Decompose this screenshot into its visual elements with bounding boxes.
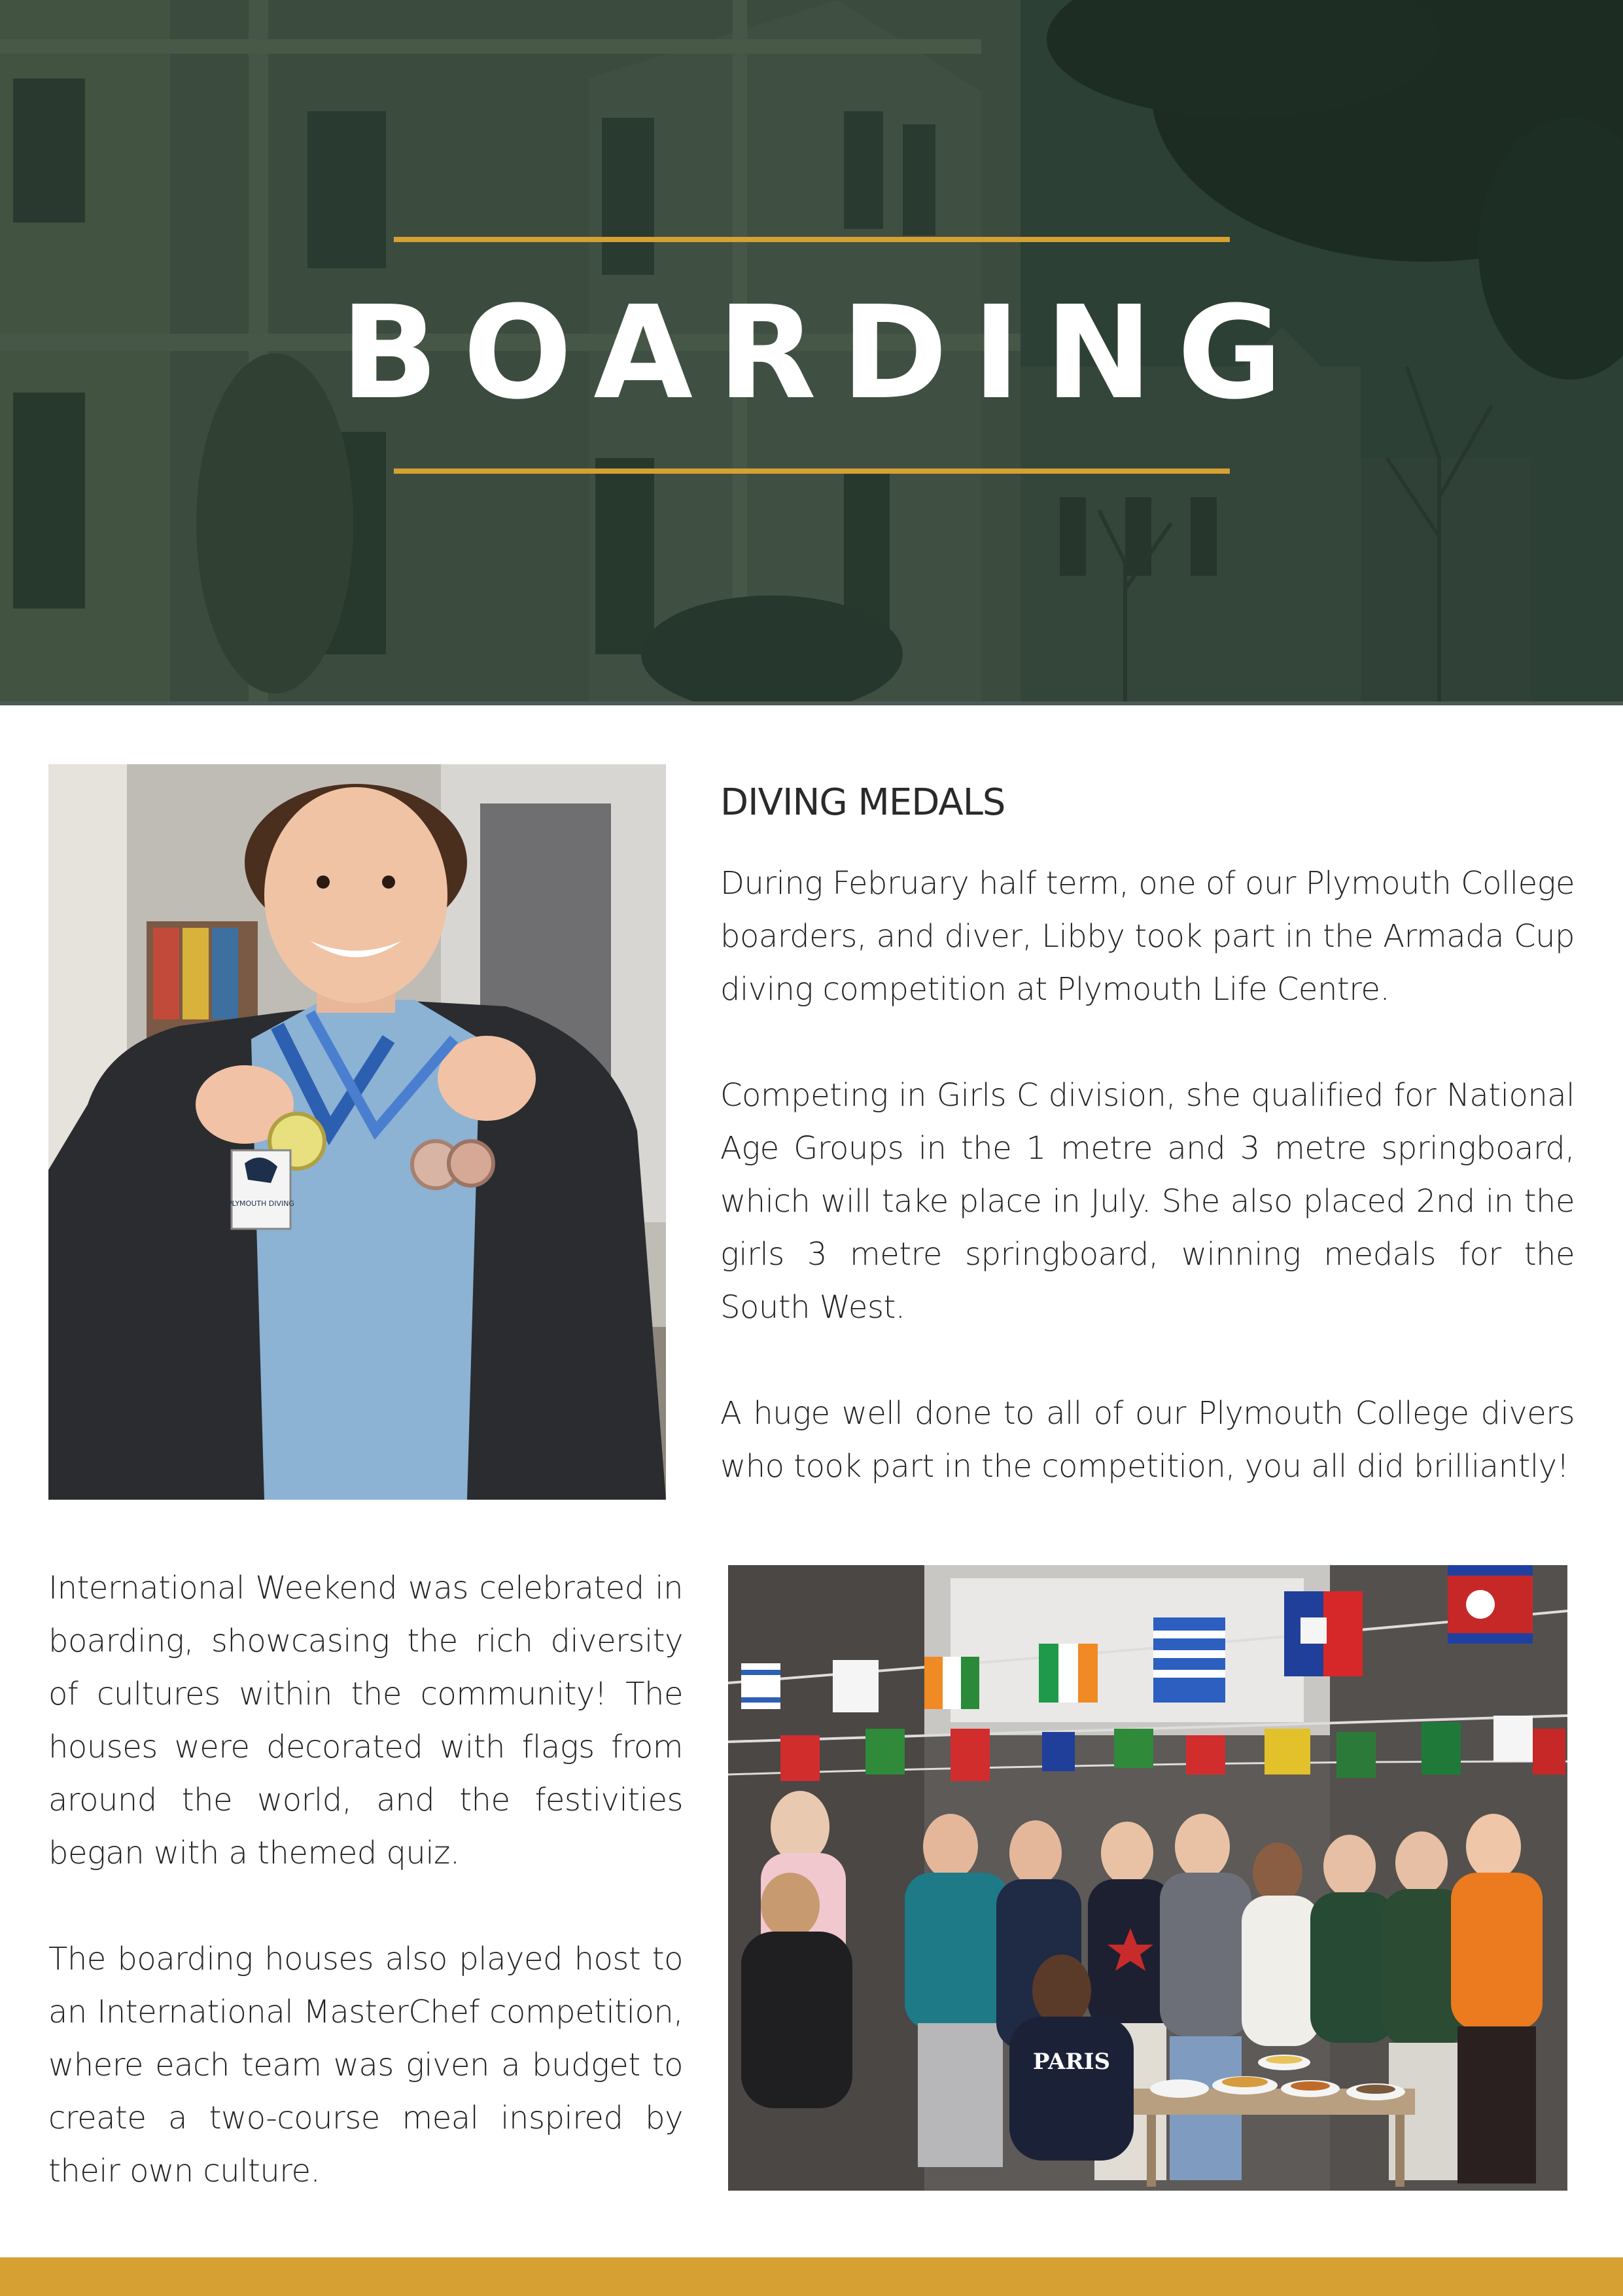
diving-article — [720, 857, 1575, 1493]
hero-top-rule — [394, 237, 1230, 242]
diver-with-medals-photo — [48, 764, 666, 1500]
page-title: BOARDING — [340, 279, 1308, 428]
hero-bottom-rule — [394, 468, 1230, 474]
diving-paragraph: During February half term, one of our Plymouth College boarders, and diver, Libby took part in the Armada Cup diving competition at Plymouth Life Centre. — [720, 865, 1575, 1008]
lanyard-badge-text: PLYMOUTH DIVING — [228, 1199, 294, 1208]
diving-paragraph: Competing in Girls C division, she qualified for National Age Groups in the 1 metre and 3 metre springboard, which will take place in July. She also placed 2nd in the girls 3 metre springboard, winning medals for the South West. — [720, 1077, 1575, 1326]
international-paragraph: International Weekend was celebrated in boarding, showcasing the rich diversity of cultures within the community! The houses were decorated with flags from around the world, and the festivities began with a themed quiz. — [48, 1570, 683, 1871]
footer-accent-band — [0, 2257, 1623, 2296]
diving-paragraph: A huge well done to all of our Plymouth College divers who took part in the competition, you all did brilliantly! — [720, 1395, 1575, 1485]
international-paragraph: The boarding houses also played host to an International MasterChef competition, where each team was given a budget to create a two-course meal inspired by their own culture. — [48, 1941, 683, 2189]
hero-divider — [0, 701, 1623, 705]
hoodie-text: PARIS — [1032, 2049, 1111, 2075]
international-article — [48, 1562, 683, 2198]
diving-heading: DIVING MEDALS — [720, 781, 1005, 824]
international-weekend-group-photo — [728, 1565, 1567, 2191]
hero-banner — [0, 0, 1623, 701]
